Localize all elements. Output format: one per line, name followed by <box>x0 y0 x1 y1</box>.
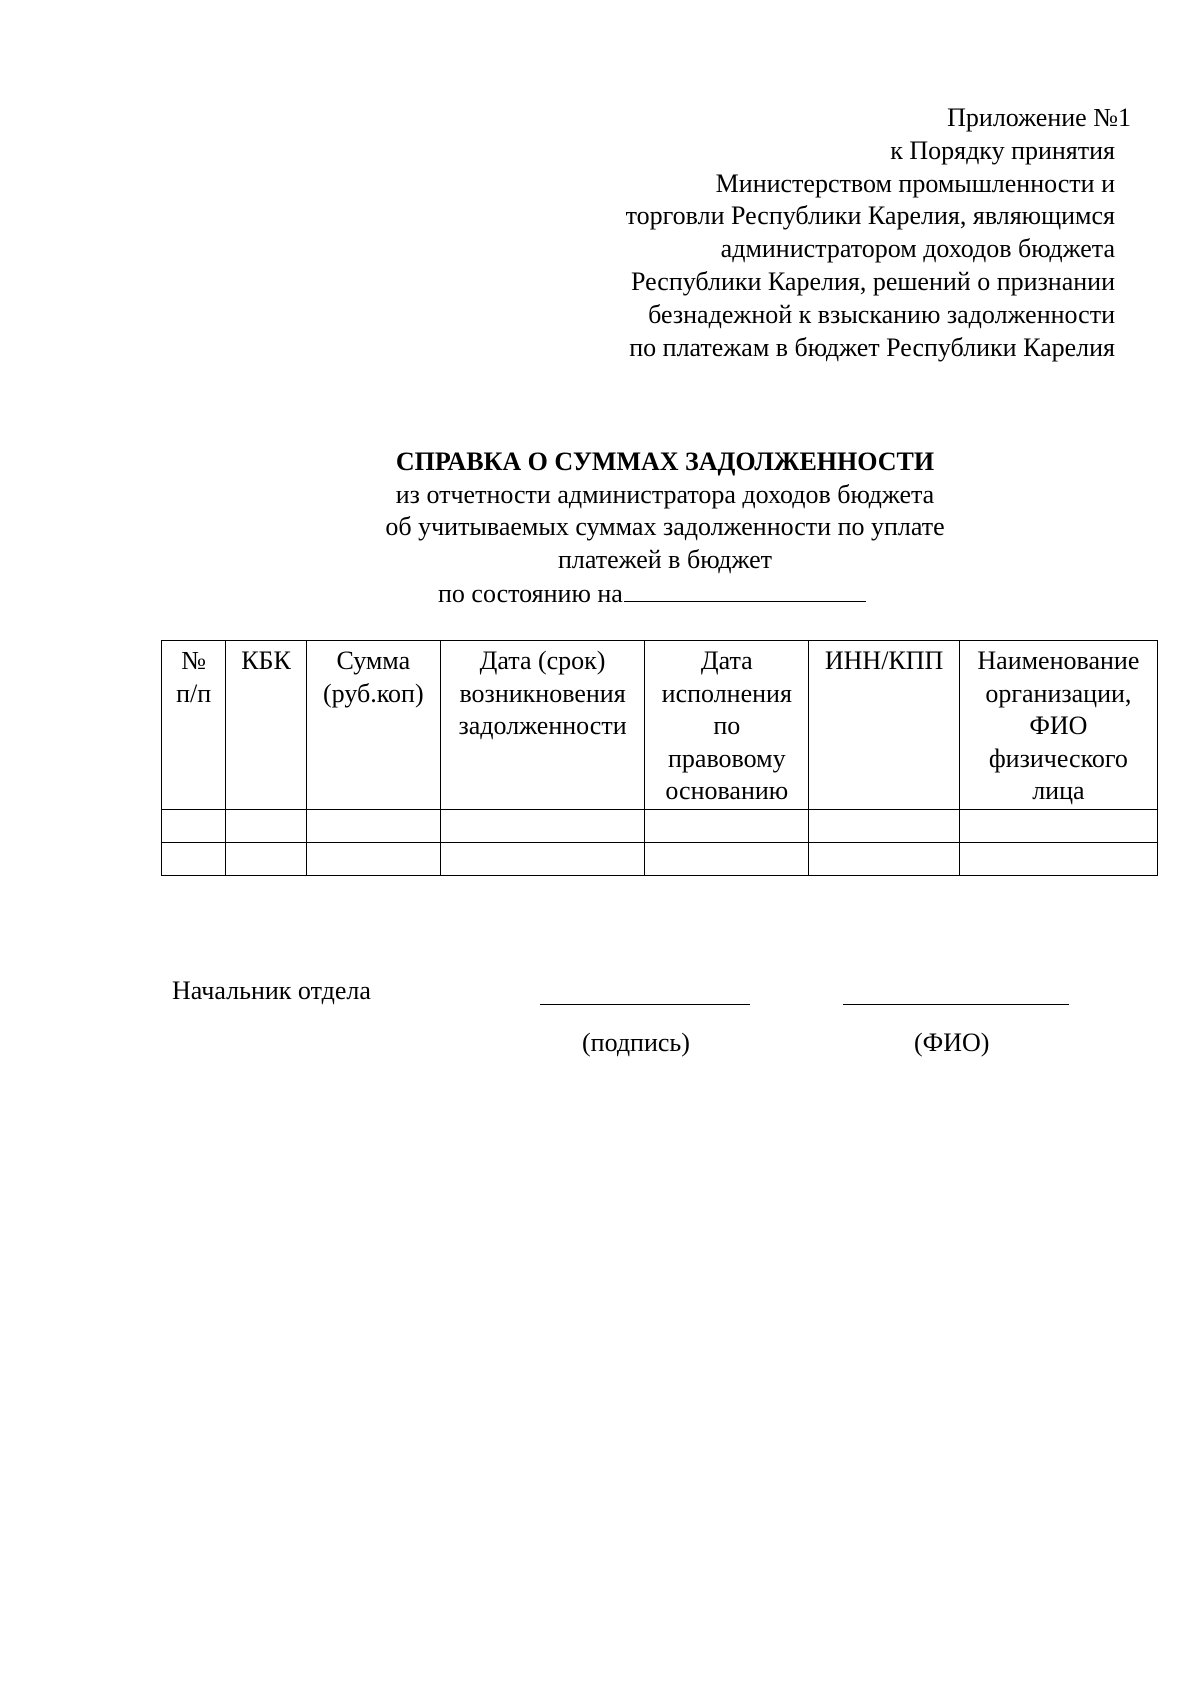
appendix-line: к Порядку принятия <box>890 135 1115 165</box>
table-cell[interactable] <box>959 843 1157 876</box>
header-text: Наименование <box>977 646 1140 675</box>
table-cell[interactable] <box>645 810 809 843</box>
document-subtitle-line: об учитываемых суммах задолженности по уплате <box>385 512 945 541</box>
table-row <box>162 843 1158 876</box>
column-header-amount <box>306 641 440 810</box>
table-cell[interactable] <box>226 810 306 843</box>
document-title: СПРАВКА О СУММАХ ЗАДОЛЖЕННОСТИ <box>395 447 935 476</box>
table-cell[interactable] <box>959 810 1157 843</box>
header-text: КБК <box>241 646 291 675</box>
appendix-line: Республики Карелия, решений о признании <box>631 266 1115 296</box>
table-cell[interactable] <box>809 810 959 843</box>
header-text: организации, <box>985 678 1132 708</box>
document-subtitle-line: из отчетности администратора доходов бюджета <box>395 479 935 509</box>
header-text: лица <box>1032 776 1085 805</box>
column-header-origin-date <box>440 641 644 810</box>
signer-position: Начальник отдела <box>172 976 371 1005</box>
debt-table <box>161 640 1158 876</box>
table-row <box>162 810 1158 843</box>
header-text: основанию <box>665 776 789 805</box>
header-text: Дата (срок) <box>479 646 606 675</box>
header-text: исполнения <box>661 678 792 708</box>
appendix-line: Приложение №1 <box>947 103 1131 132</box>
header-text: по <box>713 711 741 740</box>
header-text: № <box>181 646 207 675</box>
appendix-header <box>625 102 1131 364</box>
table-header-row <box>162 641 1158 810</box>
header-text: возникновения <box>459 678 626 708</box>
header-text: ФИО <box>1029 711 1088 740</box>
table-cell[interactable] <box>440 843 644 876</box>
signature-line[interactable] <box>540 1004 750 1005</box>
as-of-label: по состоянию на <box>438 579 623 608</box>
header-text: физического <box>988 743 1128 773</box>
column-header-organization-name <box>959 641 1157 810</box>
header-text: п/п <box>176 678 212 708</box>
document-heading <box>0 446 1200 576</box>
document-subtitle-line: платежей в бюджет <box>557 544 773 574</box>
table-cell[interactable] <box>226 843 306 876</box>
appendix-line: торговли Республики Карелия, являющимся <box>625 201 1115 231</box>
column-header-inn-kpp <box>809 641 959 810</box>
signature-block <box>0 970 1200 1070</box>
appendix-line: по платежам в бюджет Республики Карелия <box>629 332 1115 362</box>
table-cell[interactable] <box>306 843 440 876</box>
table-cell[interactable] <box>809 843 959 876</box>
as-of-date-blank[interactable] <box>624 577 866 602</box>
appendix-line: администратором доходов бюджета <box>720 234 1115 264</box>
column-header-number <box>162 641 226 810</box>
signature-caption: (подпись) <box>582 1028 690 1057</box>
appendix-line: безнадежной к взысканию задолженности <box>648 299 1115 329</box>
table-cell[interactable] <box>440 810 644 843</box>
header-text: правовому <box>668 743 786 773</box>
name-caption: (ФИО) <box>914 1028 990 1057</box>
appendix-line: Министерством промышленности и <box>715 168 1115 198</box>
table-cell[interactable] <box>162 810 226 843</box>
header-text: ИНН/КПП <box>824 646 944 675</box>
header-text: Сумма <box>336 646 411 675</box>
table-cell[interactable] <box>645 843 809 876</box>
table-cell[interactable] <box>306 810 440 843</box>
as-of-date-line <box>438 577 866 610</box>
header-text: задолженности <box>458 711 627 740</box>
column-header-execution-date <box>645 641 809 810</box>
table-cell[interactable] <box>162 843 226 876</box>
header-text: Дата <box>700 646 753 675</box>
column-header-kbk <box>226 641 306 810</box>
header-text: (руб.коп) <box>323 678 424 708</box>
name-line[interactable] <box>843 1004 1069 1005</box>
